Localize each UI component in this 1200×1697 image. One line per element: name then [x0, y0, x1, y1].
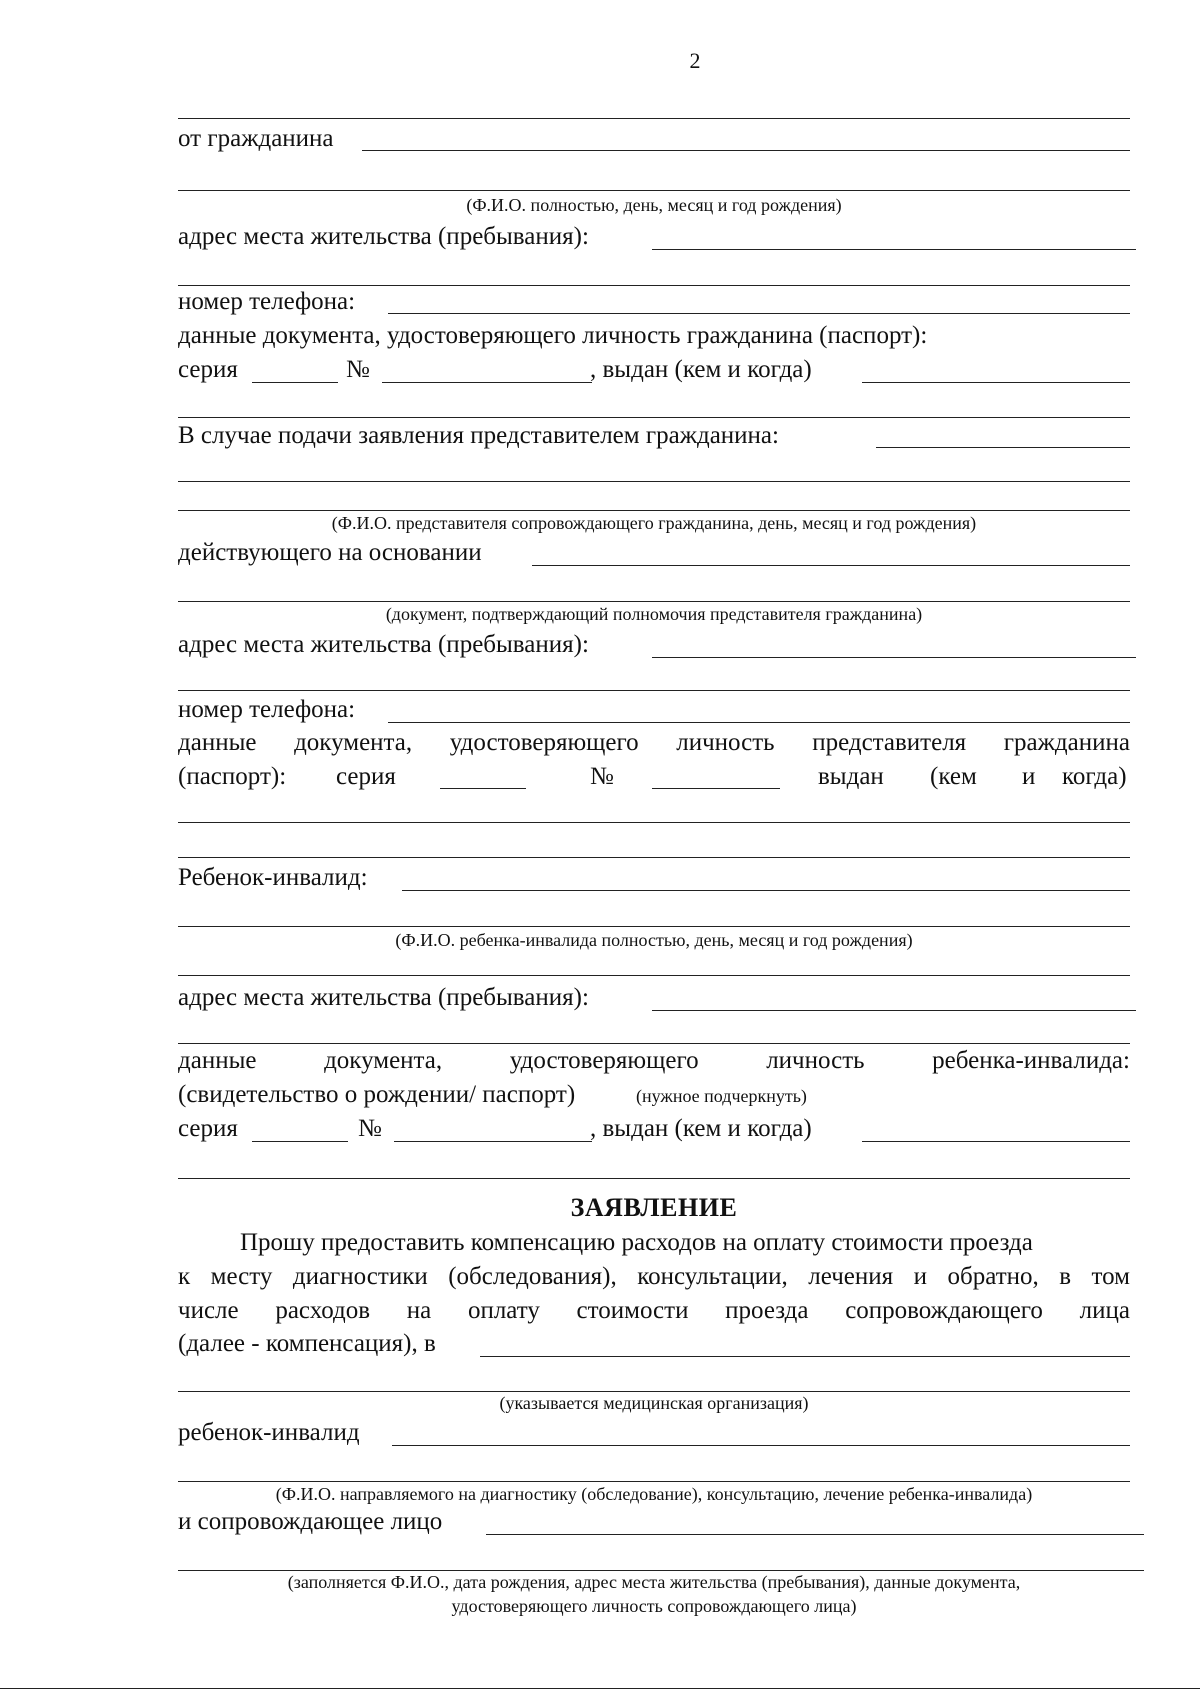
word: стоимости: [576, 1297, 689, 1324]
page-number: 2: [689, 48, 701, 73]
word: оплату: [467, 1297, 540, 1324]
child-series-label: серия: [178, 1115, 238, 1142]
word: обратно,: [947, 1263, 1039, 1290]
representative-doc-line: [178, 728, 1130, 758]
child-fio-caption: (Ф.И.О. ребенка-инвалида полностью, день, месяц и год рождения): [395, 930, 913, 950]
child-doc-type-note: (нужное подчеркнуть): [636, 1086, 807, 1106]
statement-line-2: [178, 1262, 1130, 1292]
representative-basis-label: действующего на основании: [178, 539, 482, 566]
citizen-issued-field-2[interactable]: [178, 417, 1130, 418]
statement-companion-field[interactable]: [486, 1534, 1144, 1535]
representative-intro-label: В случае подачи заявления представителем гражданина:: [178, 422, 779, 449]
citizen-phone-field[interactable]: [388, 313, 1130, 314]
citizen-doc-label: данные документа, удостоверяющего личность гражданина (паспорт):: [178, 322, 928, 349]
word: личность: [766, 1047, 865, 1074]
statement-child-field[interactable]: [392, 1445, 1130, 1446]
medical-org-field[interactable]: [480, 1356, 1130, 1357]
citizen-address-label: адрес места жительства (пребывания):: [178, 223, 589, 250]
representative-basis-caption: (документ, подтверждающий полномочия представителя гражданина): [385, 604, 923, 624]
statement-line-4: (далее - компенсация), в: [178, 1330, 436, 1357]
representative-issued-word-2: (кем: [930, 763, 977, 790]
blank-line[interactable]: [178, 118, 1130, 119]
representative-issued-word-3: и: [1022, 763, 1036, 790]
citizen-name-field-2[interactable]: [178, 190, 1130, 191]
statement-title: ЗАЯВЛЕНИЕ: [570, 1193, 738, 1222]
representative-address-field-2[interactable]: [178, 690, 1130, 691]
representative-intro-field[interactable]: [876, 447, 1130, 448]
word: на: [406, 1297, 432, 1324]
citizen-fio-caption: (Ф.И.О. полностью, день, месяц и год рождения): [466, 195, 842, 215]
word: документа,: [324, 1047, 443, 1074]
representative-issued-field[interactable]: [178, 822, 1130, 823]
word: лица: [1079, 1297, 1130, 1324]
word: гражданина: [1003, 729, 1130, 756]
word: и: [913, 1263, 928, 1290]
representative-name-field[interactable]: [178, 481, 1130, 482]
statement-child-field-2[interactable]: [178, 1481, 1130, 1482]
citizen-issued-label: , выдан (кем и когда): [590, 356, 812, 383]
representative-series-field[interactable]: [440, 788, 526, 789]
citizen-number-label: №: [346, 356, 370, 383]
word: удостоверяющего: [449, 729, 639, 756]
citizen-series-field[interactable]: [252, 382, 338, 383]
word: данные: [178, 1047, 257, 1074]
word: в: [1059, 1263, 1072, 1290]
statement-line-3: [178, 1296, 1130, 1326]
page-edge-line: [0, 1688, 1200, 1689]
citizen-address-field[interactable]: [652, 249, 1136, 250]
word: данные: [178, 729, 257, 756]
citizen-issued-field[interactable]: [862, 382, 1130, 383]
child-name-field-2[interactable]: [178, 926, 1130, 927]
word: личность: [676, 729, 775, 756]
representative-issued-word-4: когда): [1062, 763, 1127, 790]
child-name-field[interactable]: [402, 890, 1130, 891]
child-issued-field-2[interactable]: [178, 1178, 1130, 1179]
statement-companion-label: и сопровождающее лицо: [178, 1508, 443, 1535]
citizen-series-label: серия: [178, 356, 238, 383]
representative-passport-label: (паспорт):: [178, 763, 287, 790]
representative-basis-field[interactable]: [532, 565, 1130, 566]
child-address-field[interactable]: [652, 1010, 1136, 1011]
child-address-label: адрес места жительства (пребывания):: [178, 984, 589, 1011]
statement-line-1: Прошу предоставить компенсацию расходов на оплату стоимости проезда: [240, 1229, 1033, 1256]
child-address-field-2[interactable]: [178, 1043, 1130, 1044]
representative-number-field[interactable]: [652, 788, 780, 789]
word: (обследования),: [448, 1263, 617, 1290]
representative-phone-label: номер телефона:: [178, 696, 356, 723]
child-series-field[interactable]: [252, 1141, 348, 1142]
representative-fio-caption: (Ф.И.О. представителя сопровождающего гражданина, день, месяц и год рождения): [331, 513, 977, 533]
word: документа,: [294, 729, 413, 756]
citizen-address-field-2[interactable]: [178, 285, 1130, 286]
citizen-number-field[interactable]: [382, 382, 592, 383]
child-issued-field[interactable]: [862, 1141, 1130, 1142]
word: к: [178, 1263, 191, 1290]
word: месту: [210, 1263, 273, 1290]
child-doc-type-label: (свидетельство о рождении/ паспорт): [178, 1081, 576, 1108]
statement-companion-caption-1: (заполняется Ф.И.О., дата рождения, адрес места жительства (пребывания), данные документа,: [287, 1572, 1021, 1592]
representative-name-field-2[interactable]: [178, 510, 1130, 511]
word: проезда: [725, 1297, 809, 1324]
word: ребенка-инвалида:: [932, 1047, 1130, 1074]
word: сопровождающего: [845, 1297, 1043, 1324]
citizen-name-field[interactable]: [362, 150, 1130, 151]
child-doc-line: [178, 1046, 1130, 1076]
representative-address-field[interactable]: [652, 657, 1136, 658]
word: консультации,: [637, 1263, 788, 1290]
child-label: Ребенок-инвалид:: [178, 864, 368, 891]
word: диагностики: [292, 1263, 428, 1290]
representative-issued-field-2[interactable]: [178, 857, 1130, 858]
representative-basis-field-2[interactable]: [178, 601, 1130, 602]
word: том: [1091, 1263, 1130, 1290]
word: удостоверяющего: [509, 1047, 699, 1074]
representative-phone-field[interactable]: [388, 722, 1130, 723]
statement-child-label: ребенок-инвалид: [178, 1419, 360, 1446]
representative-issued-word-1: выдан: [818, 763, 884, 790]
word: числе: [178, 1297, 239, 1324]
word: расходов: [275, 1297, 371, 1324]
statement-child-caption: (Ф.И.О. направляемого на диагностику (обследование), консультацию, лечение ребенка-инвалида): [275, 1484, 1033, 1504]
medical-org-caption: (указывается медицинская организация): [499, 1393, 809, 1413]
from-citizen-label: от гражданина: [178, 125, 334, 152]
word: лечения: [808, 1263, 894, 1290]
representative-number-label: №: [590, 763, 614, 790]
citizen-phone-label: номер телефона:: [178, 288, 356, 315]
child-number-label: №: [358, 1115, 382, 1142]
statement-companion-caption-2: удостоверяющего личность сопровождающего лица): [451, 1596, 857, 1616]
child-number-field[interactable]: [394, 1141, 592, 1142]
representative-address-label: адрес места жительства (пребывания):: [178, 631, 589, 658]
word: представителя: [812, 729, 967, 756]
child-name-field-3[interactable]: [178, 975, 1130, 976]
child-issued-label: , выдан (кем и когда): [590, 1115, 812, 1142]
representative-series-label: серия: [336, 763, 396, 790]
